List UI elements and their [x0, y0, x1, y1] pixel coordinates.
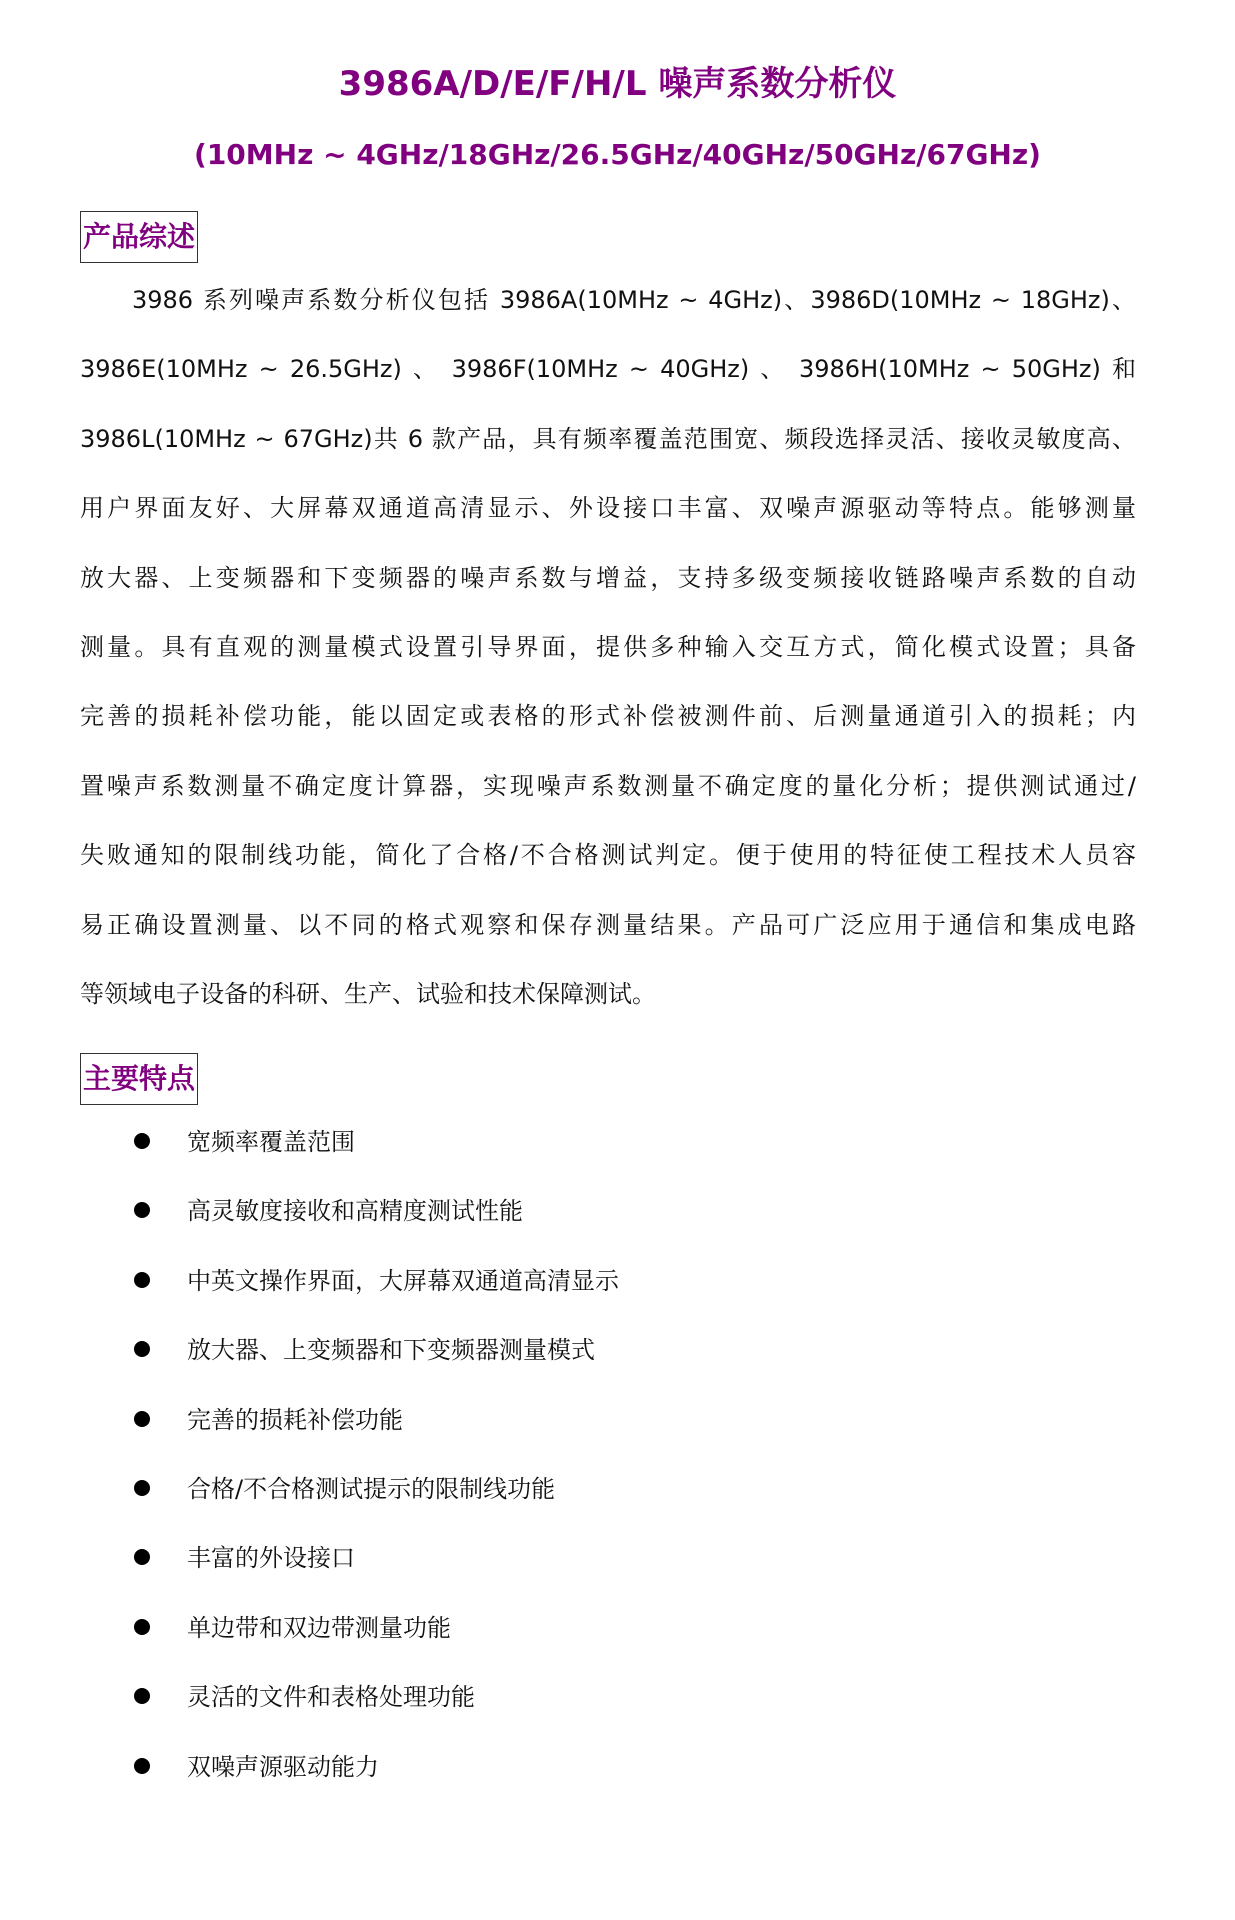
- feature-text: 双噪声源驱动能力: [187, 1752, 379, 1781]
- features-list: [0, 1124, 1235, 1818]
- bullet-icon: [134, 1411, 150, 1427]
- feature-list-item: [0, 1402, 1235, 1471]
- feature-list-item: [0, 1263, 1235, 1332]
- feature-text: 完善的损耗补偿功能: [187, 1405, 403, 1434]
- feature-text: 合格/不合格测试提示的限制线功能: [187, 1474, 556, 1503]
- feature-text: 宽频率覆盖范围: [187, 1128, 355, 1156]
- bullet-icon: [134, 1619, 150, 1635]
- overview-paragraph: [80, 282, 1136, 1045]
- feature-text: 单边带和双边带测量功能: [187, 1613, 451, 1642]
- paragraph-line: 3986L(10MHz ~ 67GHz)共 6 款产品，具有频率覆盖范围宽、频段选择灵活、接收灵敏度高、: [80, 424, 1136, 453]
- document-title: 3986A/D/E/F/H/L 噪声系数分析仪: [338, 64, 897, 104]
- feature-list-item: [0, 1679, 1235, 1748]
- paragraph-line: 失败通知的限制线功能，简化了合格/不合格测试判定。便于使用的特征使工程技术人员容: [80, 841, 1136, 870]
- paragraph-line: 完善的损耗补偿功能，能以固定或表格的形式补偿被测件前、后测量通道引入的损耗；内: [80, 702, 1136, 731]
- bullet-icon: [134, 1341, 150, 1357]
- bullet-icon: [134, 1758, 150, 1774]
- bullet-icon: [134, 1688, 150, 1704]
- features-heading: 主要特点: [80, 1053, 198, 1105]
- paragraph-line: 3986E(10MHz ~ 26.5GHz) 、 3986F(10MHz ~ 40GHz) 、 3986H(10MHz ~ 50GHz) 和: [80, 355, 1136, 384]
- bullet-icon: [134, 1133, 150, 1149]
- bullet-icon: [134, 1480, 150, 1496]
- feature-list-item: [0, 1193, 1235, 1262]
- feature-list-item: [0, 1610, 1235, 1679]
- feature-text: 中英文操作界面，大屏幕双通道高清显示: [187, 1266, 619, 1295]
- paragraph-line: 用户界面友好、大屏幕双通道高清显示、外设接口丰富、双噪声源驱动等特点。能够测量: [80, 494, 1136, 523]
- bullet-icon: [134, 1202, 150, 1218]
- paragraph-line: 放大器、上变频器和下变频器的噪声系数与增益，支持多级变频接收链路噪声系数的自动: [80, 563, 1136, 592]
- feature-text: 高灵敏度接收和高精度测试性能: [187, 1197, 523, 1226]
- paragraph-line: 测量。具有直观的测量模式设置引导界面，提供多种输入交互方式，简化模式设置；具备: [80, 632, 1136, 661]
- overview-heading: 产品综述: [80, 211, 198, 263]
- feature-list-item: [0, 1749, 1235, 1818]
- frequency-range-subtitle: (10MHz ~ 4GHz/18GHz/26.5GHz/40GHz/50GHz/67GHz): [194, 138, 1041, 171]
- feature-list-item: [0, 1540, 1235, 1609]
- paragraph-line: 易正确设置测量、以不同的格式观察和保存测量结果。产品可广泛应用于通信和集成电路: [80, 910, 1136, 939]
- feature-text: 丰富的外设接口: [187, 1544, 355, 1573]
- feature-list-item: [0, 1332, 1235, 1401]
- paragraph-line: 等领域电子设备的科研、生产、试验和技术保障测试。: [80, 979, 656, 1008]
- bullet-icon: [134, 1272, 150, 1288]
- paragraph-line: 置噪声系数测量不确定度计算器，实现噪声系数测量不确定度的量化分析；提供测试通过/: [80, 771, 1136, 800]
- bullet-icon: [134, 1549, 150, 1565]
- feature-text: 灵活的文件和表格处理功能: [187, 1683, 475, 1712]
- feature-text: 放大器、上变频器和下变频器测量模式: [187, 1336, 595, 1365]
- feature-list-item: [0, 1124, 1235, 1193]
- paragraph-line: 3986 系列噪声系数分析仪包括 3986A(10MHz ~ 4GHz)、3986D(10MHz ~ 18GHz)、: [132, 286, 1136, 314]
- feature-list-item: [0, 1471, 1235, 1540]
